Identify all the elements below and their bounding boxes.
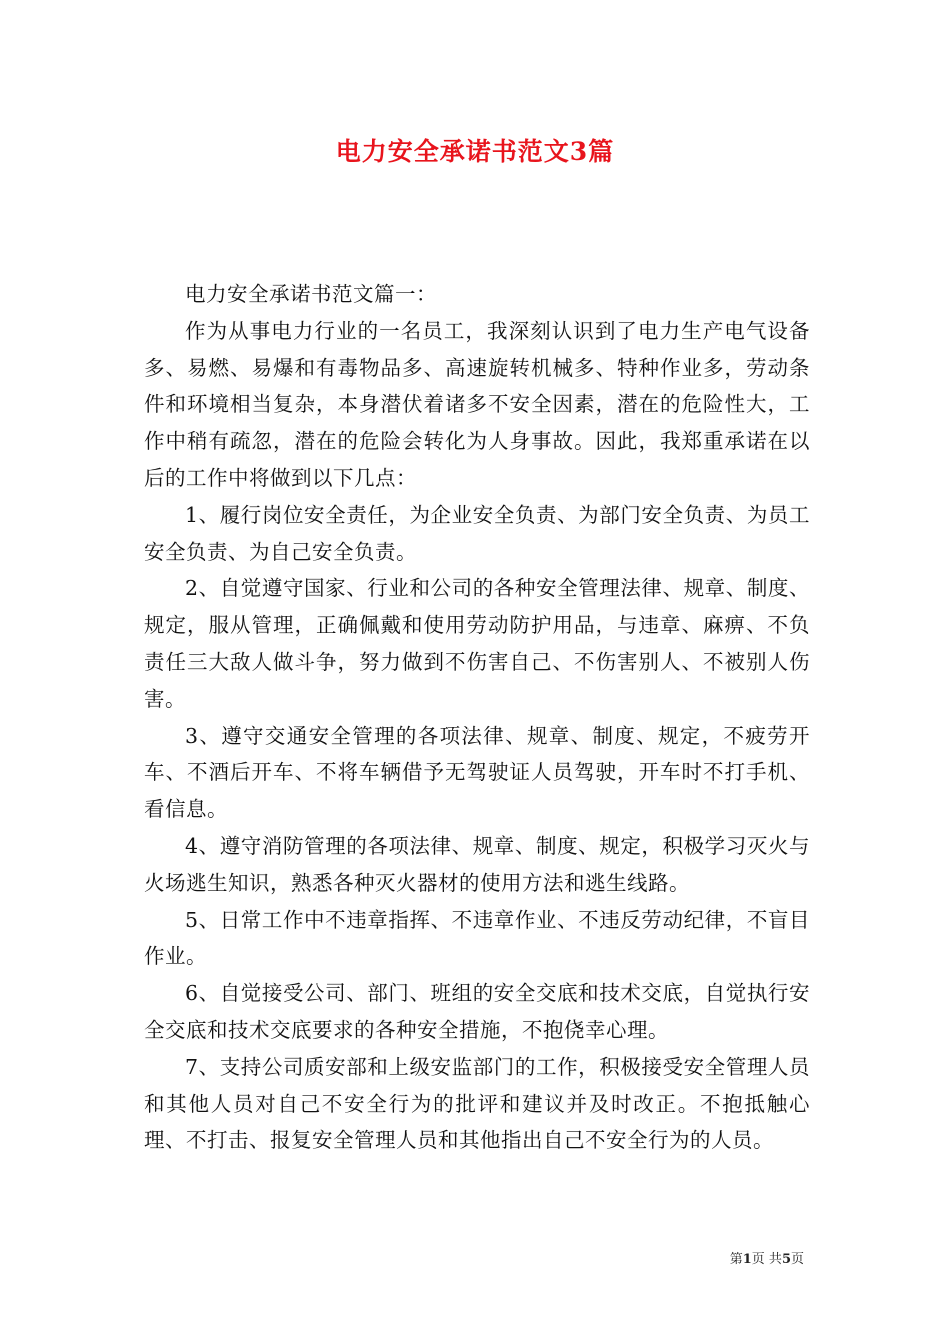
paragraph-item-4: 4、遵守消防管理的各项法律、规章、制度、规定，积极学习灭火与火场逃生知识，熟悉各种灭火器材的使用方法和逃生线路。 (144, 833, 810, 895)
section-heading: 电力安全承诺书范文篇一： (185, 282, 437, 306)
paragraph-item-1: 1、履行岗位安全责任，为企业安全负责、为部门安全负责、为员工安全负责、为自己安全负责。 (144, 502, 810, 564)
footer-suffix: 页 (790, 1252, 804, 1267)
document-body (144, 276, 810, 1159)
paragraph-item-5: 5、日常工作中不违章指挥、不违章作业、不违反劳动纪律，不盲目作业。 (144, 907, 810, 969)
paragraph-item-2: 2、自觉遵守国家、行业和公司的各种安全管理法律、规章、制度、规定，服从管理，正确佩戴和使用劳动防护用品，与违章、麻痹、不负责任三大敌人做斗争，努力做到不伤害自己、不伤害别人、不被别人伤害。 (144, 576, 810, 711)
footer-middle: 页 共 (751, 1252, 782, 1267)
footer-prefix: 第 (729, 1252, 743, 1267)
document-title: 电力安全承诺书范文3篇 (335, 137, 615, 166)
paragraph-intro: 作为从事电力行业的一名员工，我深刻认识到了电力生产电气设备多、易燃、易爆和有毒物品多、高速旋转机械多、特种作业多，劳动条件和环境相当复杂，本身潜伏着诸多不安全因素，潜在的危险性大，工作中稍有疏忽，潜在的危险会转化为人身事故。因此，我郑重承诺在以后的工作中将做到以下几点： (144, 318, 810, 490)
paragraph-item-6: 6、自觉接受公司、部门、班组的安全交底和技术交底，自觉执行安全交底和技术交底要求的各种安全措施，不抱侥幸心理。 (144, 981, 810, 1042)
footer-current-page: 1 (742, 1252, 752, 1267)
paragraph-item-7: 7、支持公司质安部和上级安监部门的工作，积极接受安全管理人员和其他人员对自己不安全行为的批评和建议并及时改正。不抱抵触心理、不打击、报复安全管理人员和其他指出自己不安全行为的人员。 (144, 1054, 810, 1153)
paragraph-item-3: 3、遵守交通安全管理的各项法律、规章、制度、规定，不疲劳开车、不酒后开车、不将车辆借予无驾驶证人员驾驶，开车时不打手机、看信息。 (144, 723, 810, 822)
footer-total-pages: 5 (781, 1252, 791, 1267)
page-footer (730, 1248, 804, 1267)
